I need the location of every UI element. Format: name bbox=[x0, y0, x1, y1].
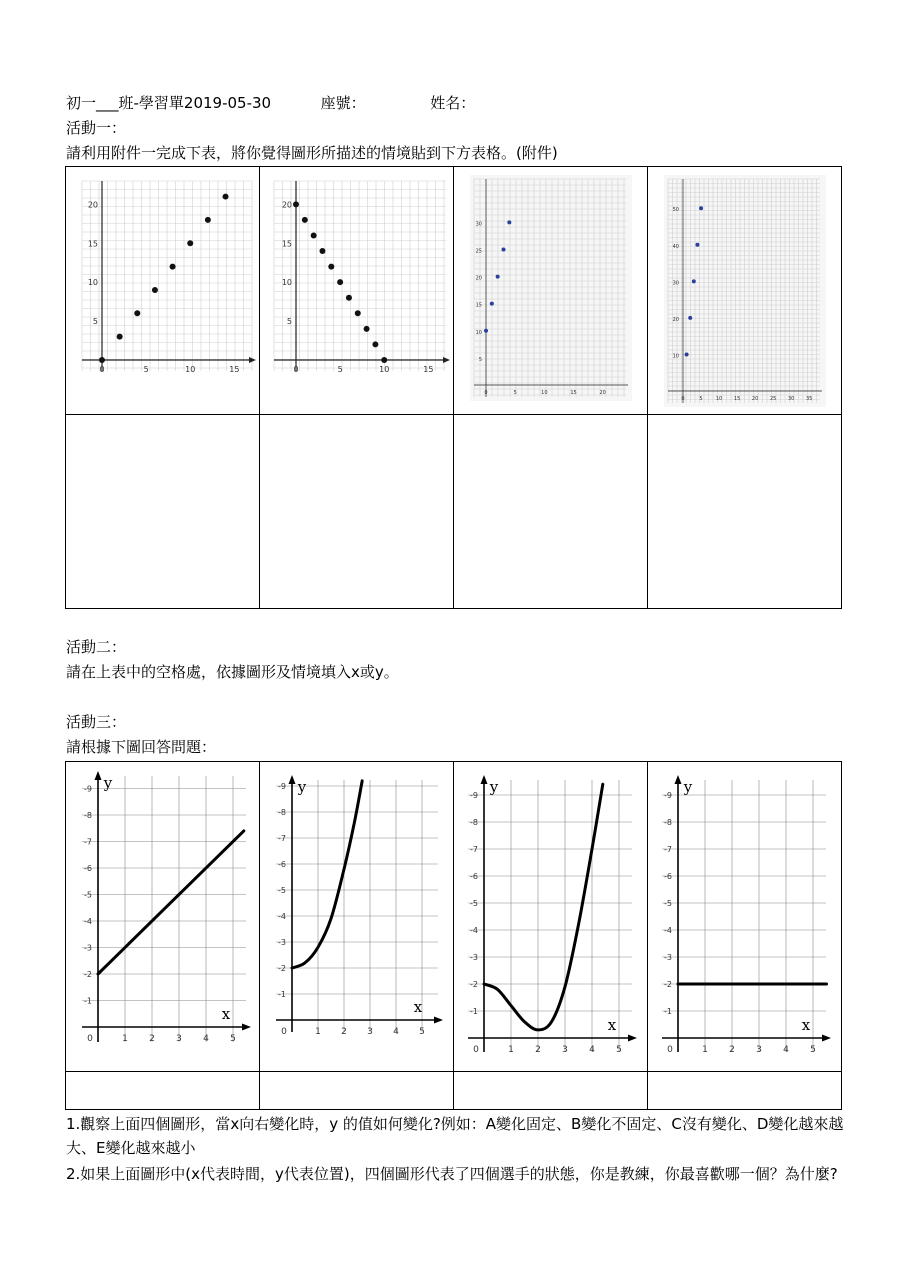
x-tick-label: 2 bbox=[535, 1045, 541, 1055]
y-tick-label: -2 bbox=[84, 970, 92, 979]
activity1-table bbox=[65, 166, 842, 609]
data-point bbox=[490, 302, 494, 306]
data-point bbox=[205, 217, 211, 223]
data-point bbox=[302, 217, 308, 223]
y-tick-label: -5 bbox=[84, 890, 92, 900]
data-point bbox=[692, 279, 696, 283]
y-tick-label: -2 bbox=[278, 964, 286, 973]
x-tick-label: 10 bbox=[541, 390, 548, 396]
name-label: 姓名： bbox=[430, 94, 476, 112]
data-point bbox=[372, 341, 378, 347]
y-tick-label: 15 bbox=[87, 239, 98, 249]
x-tick-label: 20 bbox=[751, 396, 759, 402]
data-point bbox=[117, 334, 123, 340]
x-tick-label: 15 bbox=[229, 365, 240, 374]
data-point bbox=[187, 240, 193, 246]
x-tick-label: 1 bbox=[122, 1034, 128, 1044]
data-point bbox=[346, 295, 352, 301]
x-axis-arrow bbox=[249, 357, 256, 363]
y-tick-label: -6 bbox=[664, 872, 672, 881]
y-tick-label: 10 bbox=[281, 278, 292, 288]
x-tick-label: 5 bbox=[143, 365, 149, 374]
seat-label: 座號： bbox=[320, 94, 366, 112]
data-point bbox=[293, 201, 299, 207]
data-point bbox=[685, 352, 689, 356]
y-tick-label: -5 bbox=[470, 899, 478, 908]
y-tick-label: 10 bbox=[475, 329, 482, 336]
y-tick-label: -1 bbox=[278, 990, 286, 999]
y-tick-label: -5 bbox=[664, 899, 672, 908]
x-axis-label: x bbox=[801, 1016, 811, 1034]
y-tick-label: -1 bbox=[84, 996, 92, 1006]
scatter-cell-4 bbox=[648, 167, 842, 415]
y-tick-label: 25 bbox=[475, 248, 482, 255]
data-point bbox=[381, 357, 387, 363]
y-tick-label: -9 bbox=[278, 782, 286, 791]
y-tick-label: 50 bbox=[672, 207, 679, 214]
scatter-cell-2 bbox=[260, 167, 454, 415]
y-tick-label: -1 bbox=[664, 1007, 672, 1016]
data-point bbox=[152, 287, 158, 293]
data-point bbox=[170, 264, 176, 270]
line-graph-2 bbox=[260, 762, 452, 1070]
x-tick-label: 0 bbox=[99, 365, 105, 374]
answer-cell-2[interactable] bbox=[260, 415, 454, 609]
data-point bbox=[337, 279, 343, 285]
data-point bbox=[311, 232, 317, 238]
y-tick-label: -3 bbox=[278, 938, 286, 947]
graph-answer-cell-4[interactable] bbox=[648, 1072, 842, 1110]
y-tick-label: -9 bbox=[84, 784, 92, 794]
x-tick-label: 10 bbox=[379, 365, 390, 374]
x-tick-label: 0 bbox=[293, 365, 299, 374]
x-tick-label: 4 bbox=[589, 1045, 595, 1055]
activity3-title: 活動三： bbox=[66, 713, 127, 731]
origin-label: 0 bbox=[667, 1045, 673, 1055]
scatter-cell-1 bbox=[66, 167, 260, 415]
line-graph-4 bbox=[648, 762, 840, 1070]
y-tick-label: 30 bbox=[672, 280, 679, 287]
x-axis-arrow bbox=[822, 1035, 831, 1042]
x-tick-label: 4 bbox=[393, 1027, 399, 1037]
y-tick-label: -8 bbox=[664, 818, 672, 827]
y-tick-label: 5 bbox=[92, 317, 98, 327]
data-point bbox=[502, 247, 506, 251]
x-tick-label: 5 bbox=[810, 1045, 816, 1055]
y-tick-label: -8 bbox=[278, 808, 286, 817]
answer-cell-4[interactable] bbox=[648, 415, 842, 609]
y-tick-label: -2 bbox=[664, 980, 672, 989]
x-tick-label: 5 bbox=[337, 365, 343, 374]
question-1: 1.觀察上面四個圖形，當x向右變化時，y 的值如何變化?例如：A變化固定、B變化不固定、C沒有變化、D變化越來越大、E變化越來越小 bbox=[66, 1115, 844, 1157]
x-tick-label: 15 bbox=[733, 396, 741, 402]
scatter-chart-4 bbox=[648, 167, 840, 413]
y-tick-label: -3 bbox=[470, 953, 478, 962]
x-tick-label: 10 bbox=[715, 396, 723, 402]
y-axis-arrow bbox=[289, 775, 296, 784]
data-point bbox=[484, 329, 488, 333]
y-tick-label: -8 bbox=[470, 818, 478, 827]
data-point bbox=[99, 357, 105, 363]
x-tick-label: 10 bbox=[185, 365, 196, 374]
x-axis-label: x bbox=[413, 998, 423, 1016]
x-tick-label: 4 bbox=[783, 1045, 789, 1055]
activity1-instruction: 請利用附件一完成下表，將你覺得圖形所描述的情境貼到下方表格。(附件) bbox=[66, 144, 558, 162]
x-tick-label: 1 bbox=[508, 1045, 514, 1055]
activity3-table bbox=[65, 761, 842, 1110]
y-tick-label: -9 bbox=[664, 791, 672, 800]
data-point bbox=[328, 264, 334, 270]
worksheet-header bbox=[66, 93, 475, 113]
y-tick-label: -9 bbox=[470, 791, 478, 800]
data-point bbox=[364, 326, 370, 332]
x-tick-label: 20 bbox=[599, 390, 606, 396]
graph-cell-3 bbox=[454, 762, 648, 1072]
data-point bbox=[355, 310, 361, 316]
origin-label: 0 bbox=[281, 1027, 287, 1037]
answer-cell-1[interactable] bbox=[66, 415, 260, 609]
y-axis-arrow bbox=[481, 775, 488, 784]
y-tick-label: -6 bbox=[470, 872, 478, 881]
x-tick-label: 5 bbox=[699, 396, 703, 402]
graph-cell-4 bbox=[648, 762, 842, 1072]
y-tick-label: -7 bbox=[278, 834, 286, 843]
data-point bbox=[507, 220, 511, 224]
y-tick-label: 20 bbox=[672, 316, 679, 323]
answer-cell-3[interactable] bbox=[454, 415, 648, 609]
data-line bbox=[292, 781, 362, 968]
line-graph-1 bbox=[66, 762, 258, 1070]
y-tick-label: 10 bbox=[87, 278, 98, 288]
y-tick-label: 10 bbox=[672, 353, 679, 360]
x-tick-label: 5 bbox=[616, 1045, 622, 1055]
y-tick-label: -5 bbox=[278, 886, 286, 895]
activity2-title: 活動二： bbox=[66, 638, 127, 656]
x-tick-label: 3 bbox=[562, 1045, 568, 1055]
y-axis-label: y bbox=[103, 774, 113, 792]
x-tick-label: 5 bbox=[513, 390, 517, 396]
y-tick-label: 15 bbox=[281, 239, 292, 249]
graph-answer-cell-2[interactable] bbox=[260, 1072, 454, 1110]
y-tick-label: -7 bbox=[470, 845, 478, 854]
x-tick-label: 1 bbox=[702, 1045, 708, 1055]
y-tick-label: 20 bbox=[475, 275, 482, 282]
y-tick-label: -7 bbox=[84, 837, 92, 847]
x-tick-label: 15 bbox=[423, 365, 434, 374]
graph-cell-1 bbox=[66, 762, 260, 1072]
y-tick-label: 15 bbox=[475, 302, 482, 309]
x-tick-label: 2 bbox=[341, 1027, 347, 1037]
data-line bbox=[484, 784, 603, 1030]
activity3-instruction: 請根據下圖回答問題： bbox=[66, 738, 217, 756]
class-date-label: 初一___班-學習單2019-05-30 bbox=[66, 94, 272, 112]
y-tick-label: -4 bbox=[278, 912, 286, 921]
data-line bbox=[98, 831, 244, 974]
activity1-title: 活動一： bbox=[66, 119, 127, 137]
x-tick-label: 3 bbox=[367, 1027, 373, 1037]
y-axis-label: y bbox=[297, 778, 307, 796]
y-axis-arrow bbox=[675, 775, 682, 784]
x-tick-label: 2 bbox=[149, 1034, 155, 1044]
x-tick-label: 1 bbox=[315, 1027, 321, 1037]
y-tick-label: -3 bbox=[664, 953, 672, 962]
x-tick-label: 5 bbox=[230, 1034, 236, 1044]
origin-label: 0 bbox=[87, 1034, 93, 1044]
scatter-chart-1 bbox=[66, 167, 258, 413]
y-tick-label: -6 bbox=[278, 860, 286, 869]
x-tick-label: 4 bbox=[203, 1034, 209, 1044]
x-axis-label: x bbox=[607, 1016, 617, 1034]
x-axis-arrow bbox=[434, 1017, 443, 1024]
scatter-chart-2 bbox=[260, 167, 452, 413]
scatter-chart-3 bbox=[454, 167, 646, 413]
data-point bbox=[223, 194, 229, 200]
activity2-instruction: 請在上表中的空格處，依據圖形及情境填入x或y。 bbox=[66, 663, 399, 681]
x-tick-label: 35 bbox=[805, 396, 813, 402]
data-point bbox=[688, 316, 692, 320]
graph-cell-2 bbox=[260, 762, 454, 1072]
y-tick-label: 40 bbox=[672, 243, 679, 250]
line-graph-3 bbox=[454, 762, 646, 1070]
graph-answer-cell-1[interactable] bbox=[66, 1072, 260, 1110]
y-tick-label: -4 bbox=[84, 917, 92, 926]
y-axis-label: y bbox=[683, 778, 693, 796]
origin-label: 0 bbox=[473, 1045, 479, 1055]
data-point bbox=[699, 206, 703, 210]
y-tick-label: -4 bbox=[664, 926, 672, 935]
data-point bbox=[496, 275, 500, 279]
x-tick-label: 3 bbox=[176, 1034, 182, 1044]
x-axis-arrow bbox=[443, 357, 450, 363]
y-tick-label: 5 bbox=[478, 356, 482, 363]
y-tick-label: -3 bbox=[84, 943, 92, 953]
x-tick-label: 0 bbox=[681, 396, 685, 402]
data-point bbox=[319, 248, 325, 254]
x-tick-label: 2 bbox=[729, 1045, 735, 1055]
y-axis-arrow bbox=[95, 771, 102, 780]
y-tick-label: 20 bbox=[281, 200, 292, 210]
x-tick-label: 3 bbox=[756, 1045, 762, 1055]
graph-answer-cell-3[interactable] bbox=[454, 1072, 648, 1110]
y-tick-label: -6 bbox=[84, 864, 92, 873]
x-tick-label: 5 bbox=[419, 1027, 425, 1037]
x-axis-arrow bbox=[628, 1035, 637, 1042]
data-point bbox=[695, 243, 699, 247]
y-tick-label: -1 bbox=[470, 1007, 478, 1016]
scatter-cell-3 bbox=[454, 167, 648, 415]
y-tick-label: -8 bbox=[84, 811, 92, 820]
y-axis-label: y bbox=[489, 778, 499, 796]
y-tick-label: 20 bbox=[87, 200, 98, 210]
y-tick-label: 5 bbox=[286, 317, 292, 327]
y-tick-label: -2 bbox=[470, 980, 478, 989]
y-tick-label: -4 bbox=[470, 926, 478, 935]
data-point bbox=[134, 310, 140, 316]
x-tick-label: 15 bbox=[570, 390, 577, 396]
x-tick-label: 25 bbox=[769, 396, 777, 402]
x-tick-label: 30 bbox=[787, 396, 795, 402]
y-tick-label: -7 bbox=[664, 845, 672, 854]
x-axis-arrow bbox=[242, 1024, 251, 1031]
x-axis-label: x bbox=[221, 1005, 231, 1023]
x-tick-label: 0 bbox=[484, 390, 488, 396]
question-2: 2.如果上面圖形中(x代表時間，y代表位置)，四個圖形代表了四個選手的狀態，你是教練，你最喜歡哪一個？為什麼? bbox=[66, 1165, 838, 1183]
y-tick-label: 30 bbox=[475, 221, 482, 228]
